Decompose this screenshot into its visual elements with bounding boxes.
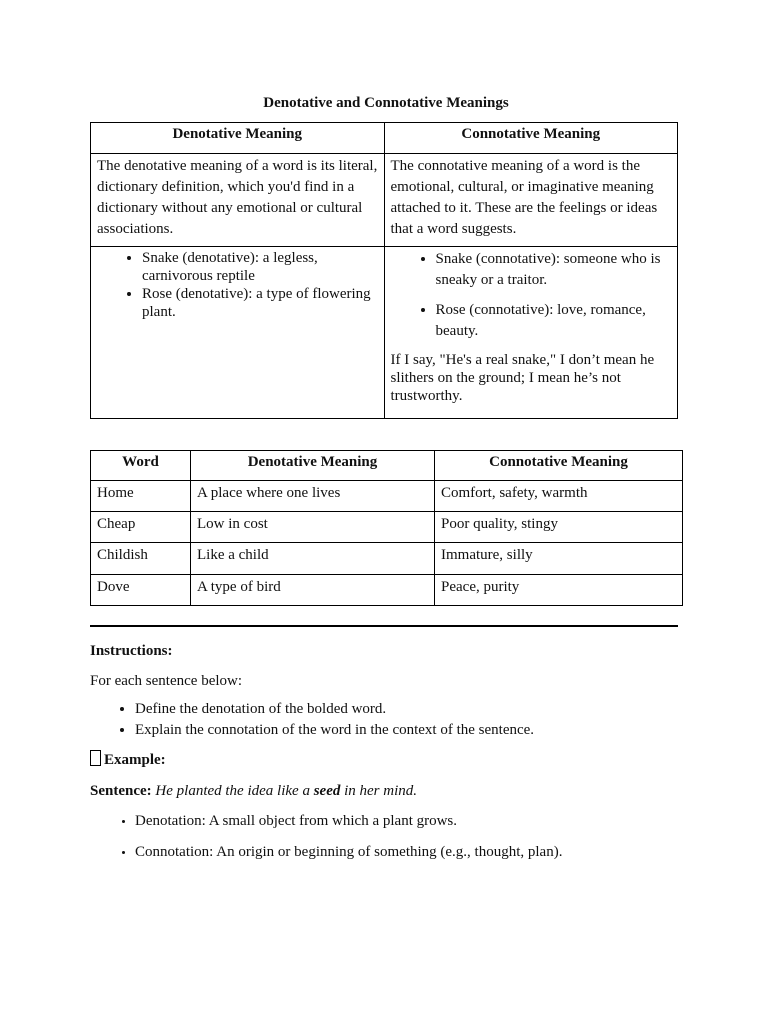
list-item: • Snake (connotative): someone who is sneaky or a traitor.: [436, 249, 672, 291]
connotative-example-list: [391, 249, 672, 342]
section-divider: [90, 625, 678, 627]
connotative-definition: The connotative meaning of a word is the emotional, cultural, or imaginative meaning attached to it. These are the feelings or ideas that a word suggests.: [390, 157, 658, 237]
list-item: • Rose (connotative): love, romance, beauty.: [436, 300, 672, 342]
connotative-cell: Immature, silly: [435, 543, 683, 574]
list-item: • Snake (denotative): a legless, carnivorous reptile: [142, 249, 378, 285]
list-item: • Rose (denotative): a type of flowering plant.: [142, 285, 378, 321]
word-meaning-table: [90, 450, 683, 606]
sentence-before: He planted the idea like a: [155, 782, 314, 799]
overview-table: [90, 122, 678, 418]
box-icon: [90, 750, 101, 766]
list-item: • Define the denotation of the bolded word.: [135, 699, 682, 720]
example-answers: [90, 811, 682, 863]
table-row: [91, 543, 683, 574]
word-table-header-row: [91, 450, 683, 480]
example-heading: [90, 750, 682, 770]
connotative-cell: Peace, purity: [435, 574, 683, 605]
word-cell: Cheap: [91, 512, 191, 543]
list-item: • Connotation: An origin or beginning of something (e.g., thought, plan).: [135, 842, 682, 863]
word-cell: Childish: [91, 543, 191, 574]
table-row: [91, 574, 683, 605]
word-cell: Dove: [91, 574, 191, 605]
denotative-cell: Like a child: [191, 543, 435, 574]
connotative-examples-cell: [384, 246, 678, 418]
instructions-intro: For each sentence below:: [90, 673, 243, 689]
list-item: • Denotation: A small object from which a plant grows.: [135, 811, 682, 832]
word-cell: Home: [91, 480, 191, 511]
denotative-example-list: [97, 249, 378, 321]
list-item: • Explain the connotation of the word in the context of the sentence.: [135, 720, 682, 741]
instruction-steps: [90, 699, 682, 741]
denotative-definition-cell: [91, 153, 385, 246]
document-title: Denotative and Connotative Meanings: [263, 95, 509, 111]
example-sentence: [90, 781, 682, 801]
connotative-cell: Comfort, safety, warmth: [435, 480, 683, 511]
denotative-cell: A type of bird: [191, 574, 435, 605]
instructions-heading: Instructions:: [90, 642, 173, 659]
definition-row: [91, 153, 678, 246]
sentence-label: Sentence:: [90, 782, 152, 799]
sentence-after: in her mind.: [340, 782, 418, 799]
example-label: Example:: [104, 752, 166, 769]
header-connotative: Connotative Meaning: [384, 123, 678, 153]
header-denotative-meaning: Denotative Meaning: [191, 450, 435, 480]
snake-note: If I say, "He's a real snake," I don’t mean he slithers on the ground; I mean he’s not trustworthy.: [390, 351, 655, 404]
table-row: [91, 480, 683, 511]
overview-header-row: [91, 123, 678, 153]
document-page: [90, 93, 682, 873]
denotative-examples-cell: [91, 246, 385, 418]
header-connotative-meaning: Connotative Meaning: [435, 450, 683, 480]
table-row: [91, 512, 683, 543]
connotative-cell: Poor quality, stingy: [435, 512, 683, 543]
denotative-cell: A place where one lives: [191, 480, 435, 511]
sentence-text: [155, 783, 417, 799]
sentence-bold-word: seed: [313, 782, 341, 799]
denotative-cell: Low in cost: [191, 512, 435, 543]
header-word: Word: [91, 450, 191, 480]
examples-row: [91, 246, 678, 418]
denotative-definition: The denotative meaning of a word is its literal, dictionary definition, which you'd find in a dictionary without any emotional or cultural associations.: [97, 157, 378, 237]
header-denotative: Denotative Meaning: [91, 123, 385, 153]
connotative-definition-cell: [384, 153, 678, 246]
